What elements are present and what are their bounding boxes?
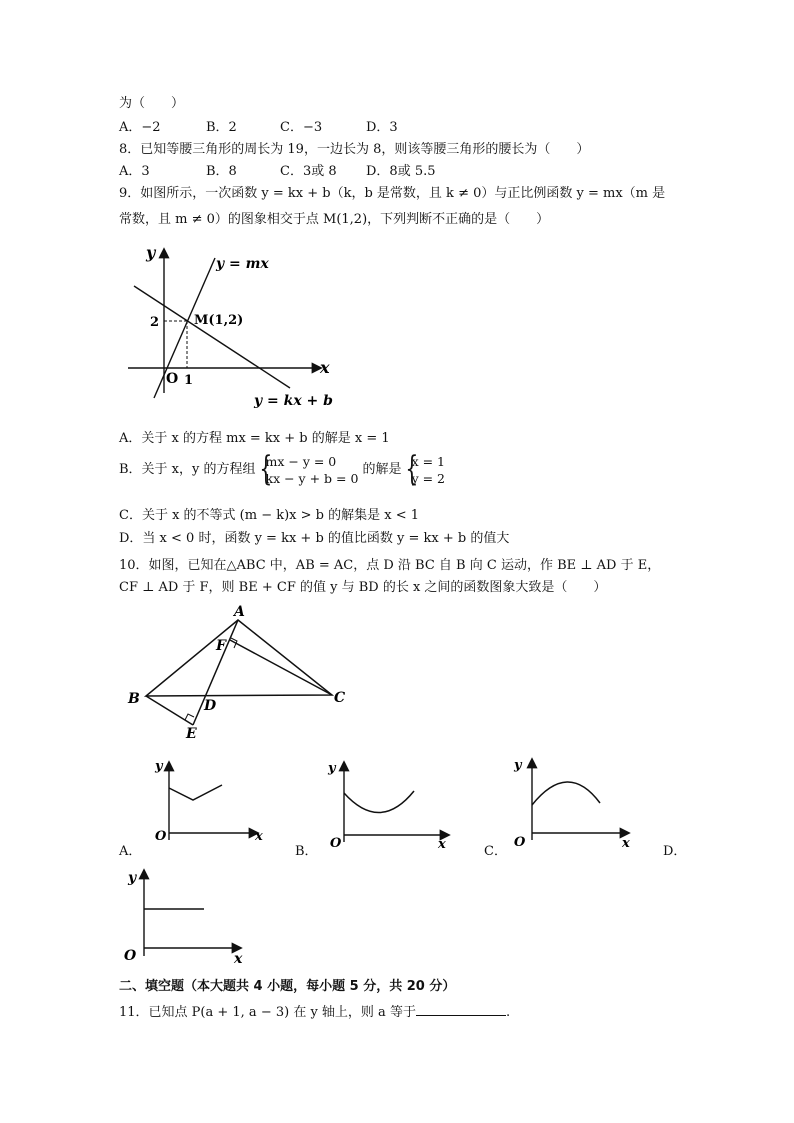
q8-option-d: D．8或 5.5 bbox=[366, 164, 436, 179]
q10-graph-d bbox=[120, 866, 250, 966]
section2-title: 二、填空题（本大题共 4 小题，每小题 5 分，共 20 分） bbox=[119, 979, 456, 994]
q10-graph-b-o: O bbox=[330, 836, 342, 851]
q10-triangle-figure bbox=[120, 600, 360, 740]
q10-choice-c-label: C． bbox=[484, 844, 507, 859]
q9-label-origin: O bbox=[166, 371, 179, 387]
q10-label-f: F bbox=[216, 638, 226, 654]
q9-label-line2: y = kx + b bbox=[254, 393, 333, 409]
q10-label-b: B bbox=[128, 691, 140, 707]
q9-label-y: y bbox=[146, 243, 156, 262]
q8-option-b: B．8 bbox=[206, 164, 237, 179]
q10-graph-b-curve bbox=[344, 791, 414, 813]
q9-stem-line2: 常数，且 m ≠ 0）的图象相交于点 M(1,2)，下列判断不正确的是（ ） bbox=[119, 212, 550, 227]
q11-answer-blank[interactable] bbox=[416, 1003, 506, 1016]
q9-stem-line1: 9．如图所示，一次函数 y = kx + b（k，b 是常数，且 k ≠ 0）与正比例函数 y = mx（m 是 bbox=[119, 186, 666, 201]
q10-graph-d-y: y bbox=[128, 870, 137, 886]
q9-system-eq2: kx − y + b = 0 bbox=[265, 471, 359, 486]
q10-choice-a-label: A． bbox=[119, 844, 142, 859]
q9-option-b-system bbox=[258, 453, 359, 487]
q9-solution-x: { x = 1 bbox=[411, 454, 445, 469]
q10-graph-a bbox=[147, 758, 267, 848]
q9-line-kxb bbox=[134, 286, 290, 388]
q10-graph-b-x: x bbox=[438, 837, 446, 852]
q7-option-a: A．−2 bbox=[119, 120, 161, 135]
q7-tail: 为（ ） bbox=[119, 96, 185, 111]
q9-option-a: A．关于 x 的方程 mx = kx + b 的解是 x = 1 bbox=[119, 431, 390, 446]
q10-graph-a-x: x bbox=[255, 829, 263, 844]
q7-options bbox=[119, 119, 398, 137]
q9-label-line1: y = mx bbox=[216, 256, 269, 272]
q10-graph-b-y: y bbox=[328, 761, 336, 776]
q9-option-b-solution bbox=[404, 453, 445, 487]
q10-stem-line2: CF ⊥ AD 于 F，则 BE + CF 的值 y 与 BD 的长 x 之间的函数图象大致是（ ） bbox=[119, 580, 607, 595]
q9-system-eq1: { mx − y = 0 bbox=[265, 454, 337, 469]
q8-options bbox=[119, 163, 436, 181]
q9-label-x: x bbox=[320, 358, 330, 377]
q9-point-m: M(1,2) bbox=[194, 313, 244, 328]
q8-option-c: C．3或 8 bbox=[280, 164, 337, 179]
q9-option-b-mid: 的解是 bbox=[362, 462, 402, 477]
q9-solution-y: y = 2 bbox=[411, 471, 445, 486]
q10-label-d: D bbox=[204, 698, 217, 714]
q10-graph-c-curve bbox=[532, 782, 600, 805]
q10-graph-c-y: y bbox=[514, 758, 522, 773]
q9-figure bbox=[120, 238, 350, 413]
q8-option-a: A．3 bbox=[119, 164, 150, 179]
q10-triangle-abc bbox=[146, 620, 332, 696]
q10-graph-c bbox=[510, 755, 635, 850]
q10-graph-c-o: O bbox=[514, 835, 526, 850]
q9-option-c: C．关于 x 的不等式 (m − k)x > b 的解集是 x < 1 bbox=[119, 508, 420, 523]
q11-text: 11．已知点 P(a + 1, a − 3) 在 y 轴上，则 a 等于 bbox=[119, 1005, 416, 1020]
q10-label-a: A bbox=[234, 604, 245, 620]
q10-graph-a-o: O bbox=[155, 829, 167, 844]
q10-graph-d-o: O bbox=[124, 948, 137, 964]
q10-stem-line1: 10．如图，已知在△ABC 中，AB = AC，点 D 沿 BC 自 B 向 C 运动，作 BE ⊥ AD 于 E， bbox=[119, 558, 661, 573]
q10-graph-b bbox=[322, 758, 452, 853]
q10-graph-c-x: x bbox=[622, 836, 630, 851]
q10-right-angle-e bbox=[185, 714, 194, 720]
q10-segment-cf bbox=[230, 640, 332, 695]
q10-graph-d-x: x bbox=[234, 951, 243, 967]
q10-choice-b-label: B． bbox=[295, 844, 318, 859]
q10-graph-a-y: y bbox=[155, 759, 163, 774]
q10-label-e: E bbox=[186, 726, 197, 742]
q7-option-c: C．−3 bbox=[280, 120, 323, 135]
q9-option-d: D．当 x < 0 时，函数 y = kx + b 的值比函数 y = kx + b 的值大 bbox=[119, 531, 510, 546]
q7-option-b: B．2 bbox=[206, 120, 237, 135]
q11 bbox=[119, 1003, 510, 1022]
q10-graph-a-curve bbox=[169, 785, 222, 800]
q10-segment-be bbox=[146, 696, 193, 725]
q8-stem: 8．已知等腰三角形的周长为 19，一边长为 8，则该等腰三角形的腰长为（ ） bbox=[119, 142, 590, 157]
q7-option-d: D．3 bbox=[366, 120, 398, 135]
q9-option-b-prefix: B．关于 x，y 的方程组 bbox=[119, 462, 256, 477]
q10-label-c: C bbox=[334, 690, 346, 706]
q9-tick-1: 1 bbox=[184, 373, 194, 388]
q9-option-b bbox=[119, 453, 445, 497]
q11-end: . bbox=[505, 1005, 511, 1020]
q10-choice-d-label: D． bbox=[663, 844, 687, 859]
q9-tick-2: 2 bbox=[150, 315, 160, 330]
